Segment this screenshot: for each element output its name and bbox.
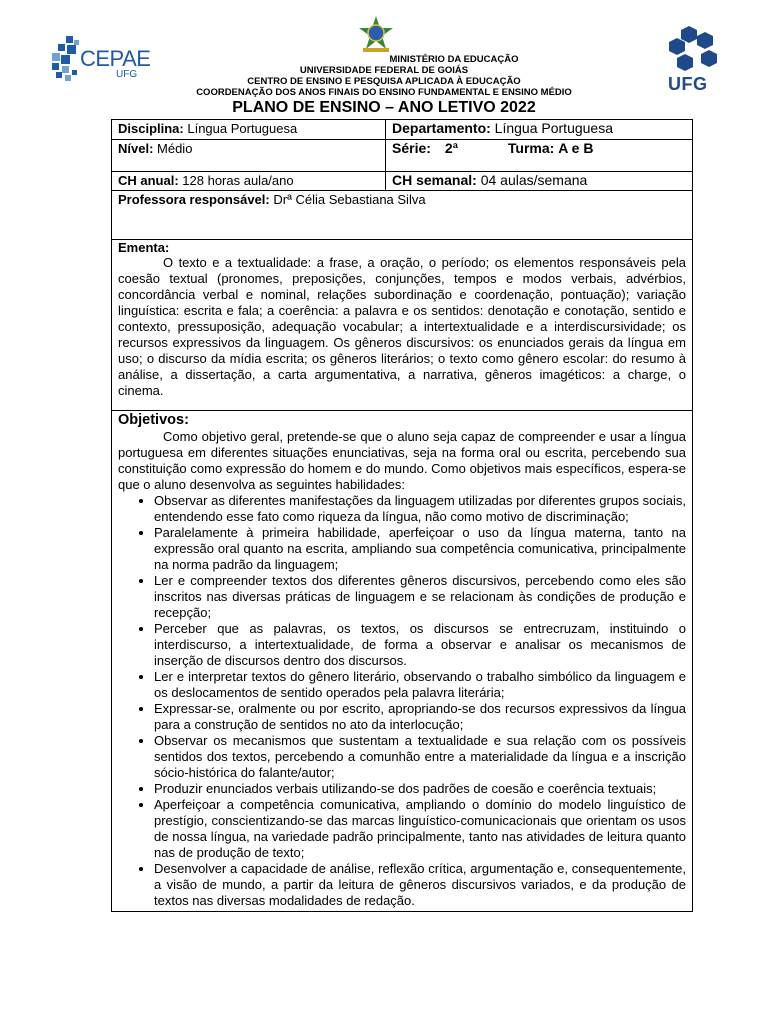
serie-turma-cell bbox=[386, 140, 692, 171]
page-title: PLANO DE ENSINO – ANO LETIVO 2022 bbox=[232, 99, 536, 116]
nivel-label: Nível: bbox=[118, 141, 154, 156]
cepae-logo-text: CEPAE bbox=[80, 46, 151, 71]
disciplina-label: Disciplina: bbox=[118, 121, 184, 136]
turma-value: A e B bbox=[558, 140, 594, 156]
coordination-line: COORDENAÇÃO DOS ANOS FINAIS DO ENSINO FUNDAMENTAL E ENSINO MÉDIO bbox=[196, 87, 572, 98]
list-item: • Observar os mecanismos que sustentam a textualidade e sua relação com os possíveis sentidos dos textos, percebendo a comunhão entre a materialidade da língua e a inscrição sócio-histórica do falante/autor; bbox=[154, 733, 686, 781]
list-item: • Desenvolver a capacidade de análise, reflexão crítica, argumentação e, consequentemente, a visão de mundo, a partir da leitura de gêneros discursivos variados, e da produção de textos nas diversas modalidades de redação. bbox=[154, 861, 686, 909]
university-line: UNIVERSIDADE FEDERAL DE GOIÁS bbox=[299, 65, 469, 76]
ementa-cell bbox=[112, 240, 692, 410]
ministry-line: MINISTÉRIO DA EDUCAÇÃO bbox=[389, 54, 519, 65]
cepae-logo-sub: UFG bbox=[116, 69, 138, 80]
objetivos-list bbox=[118, 493, 686, 909]
nivel-cell bbox=[112, 140, 386, 171]
objetivos-intro: Como objetivo geral, pretende-se que o aluno seja capaz de compreender e usar a língua portuguesa em diferentes situações enunciativas, seja na forma oral ou escrita, percebendo sua constituição como expressão do homem e do mundo. Como objetivos mais específicos, espera-se que o aluno desenvolva as seguintes habilidades: bbox=[118, 429, 686, 492]
list-item: • Produzir enunciados verbais utilizando-se dos padrões de coesão e coerência textuais; bbox=[154, 781, 686, 797]
ch-anual-cell bbox=[112, 172, 386, 190]
departamento-value: Língua Portuguesa bbox=[490, 120, 614, 136]
center-line: CENTRO DE ENSINO E PESQUISA APLICADA À EDUCAÇÃO bbox=[247, 76, 521, 87]
list-item: • Ler e compreender textos dos diferentes gêneros discursivos, percebendo como eles são inscritos nas diversas práticas de linguagem e se relacionam às condições de produção e recepção; bbox=[154, 573, 686, 621]
serie-label: Série: bbox=[392, 140, 431, 156]
objetivos-cell bbox=[112, 411, 692, 911]
table-row bbox=[112, 411, 692, 911]
list-item: • Expressar-se, oralmente ou por escrito, apropriando-se dos recursos expressivos da língua para a construção de sentidos no ato da interlocução; bbox=[154, 701, 686, 733]
list-item: • Observar as diferentes manifestações da linguagem utilizadas por diferentes grupos sociais, entendendo esse fato como riqueza da língua, não como motivo de discriminação; bbox=[154, 493, 686, 525]
disciplina-cell bbox=[112, 120, 386, 139]
serie-value: 2ª bbox=[444, 140, 458, 156]
disciplina-value: Língua Portuguesa bbox=[183, 121, 298, 136]
table-row bbox=[112, 172, 692, 191]
departamento-cell bbox=[386, 120, 692, 139]
ch-semanal-value: 04 aulas/semana bbox=[476, 172, 588, 188]
professora-cell bbox=[112, 191, 692, 239]
nivel-value: Médio bbox=[153, 141, 193, 156]
ch-anual-label: CH anual: bbox=[118, 173, 179, 188]
list-item: • Aperfeiçoar a competência comunicativa, ampliando o domínio do modelo linguístico de prestígio, conscientizando-se das marcas linguístico-comunicacionais que orientam os usos de nossa língua, na variedade padrão principalmente, tanto nas atividades de leitura quanto nas de produção de texto; bbox=[154, 797, 686, 861]
ufg-logo-text: UFG bbox=[668, 74, 708, 94]
list-item: • Paralelamente à primeira habilidade, aperfeiçoar o uso da língua materna, tanto na expressão oral quanto na escrita, ampliando sua competência comunicativa, principalmente na norma padrão da linguagem; bbox=[154, 525, 686, 573]
teaching-plan-table bbox=[111, 119, 693, 912]
list-item: • Perceber que as palavras, os textos, os discursos se entrecruzam, instituindo o interdiscurso, a intertextualidade, de forma a observar e analisar os mecanismos de inserção de discursos dentro dos discursos. bbox=[154, 621, 686, 669]
professora-label: Professora responsável: bbox=[118, 192, 270, 207]
table-row bbox=[112, 120, 692, 140]
objetivos-label: Objetivos: bbox=[118, 412, 189, 428]
professora-value: Drª Célia Sebastiana Silva bbox=[269, 192, 426, 207]
ch-semanal-cell bbox=[386, 172, 692, 190]
ch-anual-value: 128 horas aula/ano bbox=[178, 173, 294, 188]
table-row bbox=[112, 191, 692, 240]
ementa-text: O texto e a textualidade: a frase, a oração, o período; os elementos responsáveis pela coesão textual (pronomes, preposições, conjunções, tempos e modos verbais, advérbios, concordância verbal e nominal, relações subordinação e coordenação, pontuação); variação linguística: escrita e fala; a coerência: a palavra e os sentidos: denotação e conotação, sentido e contexto, pressuposição, adequação vocabular; a intertextualidade e a interdiscursividade; os recursos expressivos da linguagem. Os gêneros discursivos: os enunciados gerais da língua em uso; o discurso da mídia escrita; os gêneros literários; o texto como gênero escolar: do resumo à análise, a dissertação, a carta argumentativa, a narrativa, gêneros imagéticos: a charge, o cinema. bbox=[118, 255, 686, 398]
table-row bbox=[112, 140, 692, 172]
ch-semanal-label: CH semanal: bbox=[392, 172, 477, 188]
turma-label: Turma: bbox=[507, 140, 555, 156]
list-item: • Ler e interpretar textos do gênero literário, observando o trabalho simbólico da linguagem e os deslocamentos de sentido operados pela palavra literária; bbox=[154, 669, 686, 701]
ementa-label: Ementa: bbox=[118, 240, 170, 255]
table-row bbox=[112, 240, 692, 411]
departamento-label: Departamento: bbox=[392, 120, 491, 136]
coat-of-arms-icon bbox=[355, 14, 397, 56]
